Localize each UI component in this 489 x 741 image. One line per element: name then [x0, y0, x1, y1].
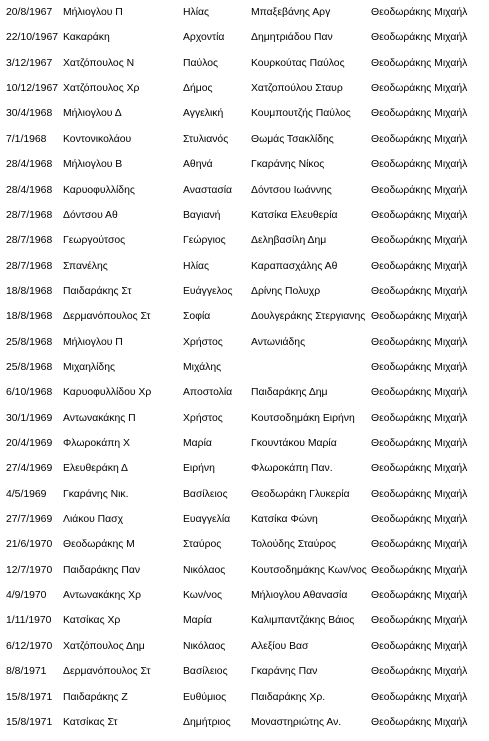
cell-first-name: Χρήστος	[183, 336, 223, 348]
cell-priest: Θεοδωράκης Μιχαήλ	[371, 387, 468, 399]
cell-surname: Αντωνακάκης Π	[63, 412, 136, 424]
cell-date: 27/4/1969	[6, 463, 53, 475]
cell-priest: Θεοδωράκης Μιχαήλ	[371, 235, 468, 247]
cell-surname: Παιδαράκης Παν	[63, 564, 141, 576]
cell-godparent: Κουτσοδημάκη Ειρήνη	[251, 412, 355, 424]
cell-date: 27/7/1969	[6, 514, 53, 525]
cell-surname: Κοντονικολάου	[63, 133, 132, 145]
cell-first-name: Νικόλαος	[183, 640, 226, 652]
cell-first-name: Γεώργιος	[183, 235, 226, 247]
cell-priest: Θεοδωράκης Μιχαήλ	[371, 514, 468, 525]
cell-surname: Καρυοφυλλίδου Χρ	[63, 387, 152, 399]
cell-godparent: Αντωνιάδης	[251, 336, 306, 348]
cell-surname: Μήλιογλου Π	[63, 7, 123, 18]
cell-godparent: Δημητριάδου Παν	[251, 32, 333, 44]
cell-priest: Θεοδωράκης Μιχαήλ	[371, 83, 468, 95]
cell-surname: Χατζόπουλος Χρ	[63, 83, 140, 95]
cell-priest: Θεοδωράκης Μιχαήλ	[371, 184, 468, 196]
table-row	[0, 209, 489, 234]
table-row	[0, 614, 489, 639]
table-row	[0, 285, 489, 310]
cell-first-name: Βασίλειος	[183, 666, 228, 678]
cell-godparent: Κουτσοδημάκης Κων/νος	[251, 564, 367, 576]
cell-date: 22/10/1967	[6, 32, 59, 44]
cell-priest: Θεοδωράκης Μιχαήλ	[371, 640, 468, 652]
cell-date: 15/8/1971	[6, 716, 53, 728]
cell-surname: Αντωνακάκης Χρ	[63, 590, 141, 602]
cell-godparent: Κατσίκα Φώνη	[251, 514, 318, 525]
cell-godparent: Δουλγεράκης Στεργιανης	[251, 311, 366, 323]
cell-first-name: Αναστασία	[183, 184, 233, 196]
cell-priest: Θεοδωράκης Μιχαήλ	[371, 7, 468, 18]
cell-date: 25/8/1968	[6, 336, 53, 348]
cell-godparent: Παιδαράκης Χρ.	[251, 691, 326, 703]
cell-first-name: Κων/νος	[183, 590, 222, 602]
cell-date: 21/6/1970	[6, 539, 53, 551]
cell-surname: Σπανέλης	[63, 260, 108, 272]
cell-godparent: Τολούδης Σταύρος	[251, 539, 337, 551]
cell-date: 4/9/1970	[6, 590, 47, 602]
cell-first-name: Ηλίας	[183, 7, 210, 18]
cell-godparent: Καραπασχάλης Αθ	[251, 260, 338, 272]
cell-priest: Θεοδωράκης Μιχαήλ	[371, 564, 468, 576]
cell-priest: Θεοδωράκης Μιχαήλ	[371, 615, 468, 627]
cell-surname: Λιάκου Πασχ	[63, 514, 124, 525]
cell-priest: Θεοδωράκης Μιχαήλ	[371, 590, 468, 602]
cell-surname: Δερμανόπουλος Στ	[63, 311, 151, 323]
cell-surname: Θεοδωράκης Μ	[63, 539, 135, 551]
table-row	[0, 513, 489, 538]
cell-first-name: Ευαγγελία	[183, 514, 231, 525]
cell-first-name: Μαρία	[183, 438, 212, 449]
cell-first-name: Σοφία	[183, 311, 211, 323]
table-row	[0, 488, 489, 513]
table-row	[0, 260, 489, 285]
cell-first-name: Αθηνά	[183, 159, 213, 171]
table-row	[0, 57, 489, 82]
table-row	[0, 716, 489, 741]
cell-surname: Γεωργούτσος	[63, 235, 126, 247]
cell-priest: Θεοδωράκης Μιχαήλ	[371, 285, 468, 297]
table-row	[0, 538, 489, 563]
cell-surname: Μήλιογλου Δ	[63, 108, 122, 120]
table-row	[0, 564, 489, 589]
cell-godparent: Δόντσου Ιωάννης	[251, 184, 332, 196]
cell-godparent: Παιδαράκης Δημ	[251, 387, 328, 399]
cell-priest: Θεοδωράκης Μιχαήλ	[371, 539, 468, 551]
cell-surname: Μιχαηλίδης	[63, 361, 115, 373]
cell-date: 28/7/1968	[6, 209, 53, 221]
cell-date: 30/4/1968	[6, 108, 53, 120]
cell-first-name: Βαγιανή	[183, 209, 221, 221]
cell-priest: Θεοδωράκης Μιχαήλ	[371, 463, 468, 475]
cell-surname: Καρυοφυλλίδης	[63, 184, 135, 196]
cell-first-name: Βασίλειος	[183, 488, 228, 500]
cell-surname: Χατζόπουλος Ν	[63, 57, 135, 69]
cell-first-name: Αρχοντία	[183, 32, 225, 44]
cell-date: 3/12/1967	[6, 57, 53, 69]
cell-priest: Θεοδωράκης Μιχαήλ	[371, 438, 468, 449]
cell-godparent: Γκαράνης Νίκος	[251, 159, 325, 171]
cell-priest: Θεοδωράκης Μιχαήλ	[371, 361, 468, 373]
cell-date: 12/7/1970	[6, 564, 53, 576]
table-row	[0, 6, 489, 31]
cell-date: 28/4/1968	[6, 159, 53, 171]
cell-surname: Μήλιογλου Β	[63, 159, 123, 171]
cell-first-name: Νικόλαος	[183, 564, 226, 576]
cell-godparent: Δεληβασίλη Δημ	[251, 235, 327, 247]
cell-first-name: Παύλος	[183, 57, 219, 69]
cell-date: 6/12/1970	[6, 640, 53, 652]
cell-surname: Κατσίκας Χρ	[63, 615, 121, 627]
cell-surname: Παιδαράκης Στ	[63, 285, 132, 297]
cell-godparent: Χατζοπούλου Σταυρ	[251, 83, 343, 95]
cell-date: 8/8/1971	[6, 666, 47, 678]
cell-priest: Θεοδωράκης Μιχαήλ	[371, 716, 468, 728]
cell-date: 18/8/1968	[6, 311, 53, 323]
table-row	[0, 437, 489, 462]
cell-godparent: Μπαξεβάνης Αργ	[251, 7, 331, 18]
cell-date: 20/8/1967	[6, 7, 53, 18]
cell-priest: Θεοδωράκης Μιχαήλ	[371, 108, 468, 120]
table-row	[0, 31, 489, 56]
cell-priest: Θεοδωράκης Μιχαήλ	[371, 159, 468, 171]
table-row	[0, 691, 489, 716]
cell-godparent: Αλεξίου Βασ	[251, 640, 309, 652]
cell-godparent: Θεοδωράκη Γλυκερία	[251, 488, 350, 500]
cell-priest: Θεοδωράκης Μιχαήλ	[371, 133, 468, 145]
cell-first-name: Ευθύμιος	[183, 691, 227, 703]
cell-godparent: Μήλιογλου Αθανασία	[251, 590, 348, 602]
cell-surname: Παιδαράκης Ζ	[63, 691, 128, 703]
cell-godparent: Γκουντάκου Μαρία	[251, 438, 337, 449]
table-row	[0, 82, 489, 107]
cell-godparent: Θωμάς Τσακλίδης	[251, 133, 334, 145]
cell-godparent: Δρίνης Πολυχρ	[251, 285, 321, 297]
cell-surname: Γκαράνης Νικ.	[63, 488, 129, 500]
cell-first-name: Δήμος	[183, 83, 213, 95]
table-row	[0, 158, 489, 183]
cell-first-name: Ειρήνη	[183, 463, 215, 475]
cell-surname: Μήλιογλου Π	[63, 336, 123, 348]
table-row	[0, 589, 489, 614]
cell-date: 15/8/1971	[6, 691, 53, 703]
cell-date: 28/4/1968	[6, 184, 53, 196]
cell-date: 1/11/1970	[6, 615, 52, 627]
cell-date: 20/4/1969	[6, 438, 53, 449]
cell-godparent: Κουρκούτας Παύλος	[251, 57, 345, 69]
cell-date: 7/1/1968	[6, 133, 47, 145]
cell-first-name: Αγγελική	[183, 108, 224, 120]
table-row	[0, 234, 489, 259]
cell-date: 25/8/1968	[6, 361, 53, 373]
cell-surname: Ελευθεράκη Δ	[63, 463, 128, 475]
cell-first-name: Μιχάλης	[183, 361, 222, 373]
cell-surname: Κακαράκη	[63, 32, 110, 44]
cell-priest: Θεοδωράκης Μιχαήλ	[371, 412, 468, 424]
table-row	[0, 386, 489, 411]
table-row	[0, 107, 489, 132]
cell-priest: Θεοδωράκης Μιχαήλ	[371, 666, 468, 678]
cell-first-name: Στυλιανός	[183, 133, 229, 145]
cell-first-name: Ευάγγελος	[183, 285, 233, 297]
cell-godparent: Γκαράνης Παν	[251, 666, 318, 678]
cell-date: 30/1/1969	[6, 412, 53, 424]
table-row	[0, 184, 489, 209]
cell-priest: Θεοδωράκης Μιχαήλ	[371, 260, 468, 272]
cell-surname: Κατσίκας Στ	[63, 716, 118, 728]
cell-date: 18/8/1968	[6, 285, 53, 297]
table-row	[0, 665, 489, 690]
table-row	[0, 310, 489, 335]
cell-priest: Θεοδωράκης Μιχαήλ	[371, 311, 468, 323]
table-row	[0, 133, 489, 158]
cell-surname: Φλωροκάπη Χ	[63, 438, 130, 449]
cell-first-name: Ηλίας	[183, 260, 210, 272]
cell-first-name: Χρήστος	[183, 412, 223, 424]
cell-first-name: Αποστολία	[183, 387, 233, 399]
cell-surname: Δόντσου Αθ	[63, 209, 118, 221]
cell-priest: Θεοδωράκης Μιχαήλ	[371, 336, 468, 348]
cell-priest: Θεοδωράκης Μιχαήλ	[371, 691, 468, 703]
cell-godparent: Καλιμπαντζάκης Βάιος	[251, 615, 355, 627]
cell-priest: Θεοδωράκης Μιχαήλ	[371, 32, 468, 44]
table-row	[0, 336, 489, 361]
cell-date: 6/10/1968	[6, 387, 53, 399]
cell-godparent: Κατσίκα Ελευθερία	[251, 209, 338, 221]
cell-date: 28/7/1968	[6, 235, 53, 247]
cell-date: 10/12/1967	[6, 83, 59, 95]
cell-date: 4/5/1969	[6, 488, 47, 500]
cell-priest: Θεοδωράκης Μιχαήλ	[371, 57, 468, 69]
table-row	[0, 462, 489, 487]
cell-priest: Θεοδωράκης Μιχαήλ	[371, 488, 468, 500]
cell-godparent: Φλωροκάπη Παν.	[251, 463, 333, 475]
cell-priest: Θεοδωράκης Μιχαήλ	[371, 209, 468, 221]
cell-first-name: Μαρία	[183, 615, 212, 627]
cell-godparent: Μοναστηριώτης Αν.	[251, 716, 342, 728]
cell-surname: Δερμανόπουλος Στ	[63, 666, 151, 678]
table-row	[0, 412, 489, 437]
cell-godparent: Κουμπουτζής Παύλος	[251, 108, 351, 120]
cell-first-name: Σταύρος	[183, 539, 222, 551]
cell-surname: Χατζόπουλος Δημ	[63, 640, 145, 652]
cell-first-name: Δημήτριος	[183, 716, 231, 728]
table-row	[0, 361, 489, 386]
table-row	[0, 640, 489, 665]
cell-date: 28/7/1968	[6, 260, 53, 272]
